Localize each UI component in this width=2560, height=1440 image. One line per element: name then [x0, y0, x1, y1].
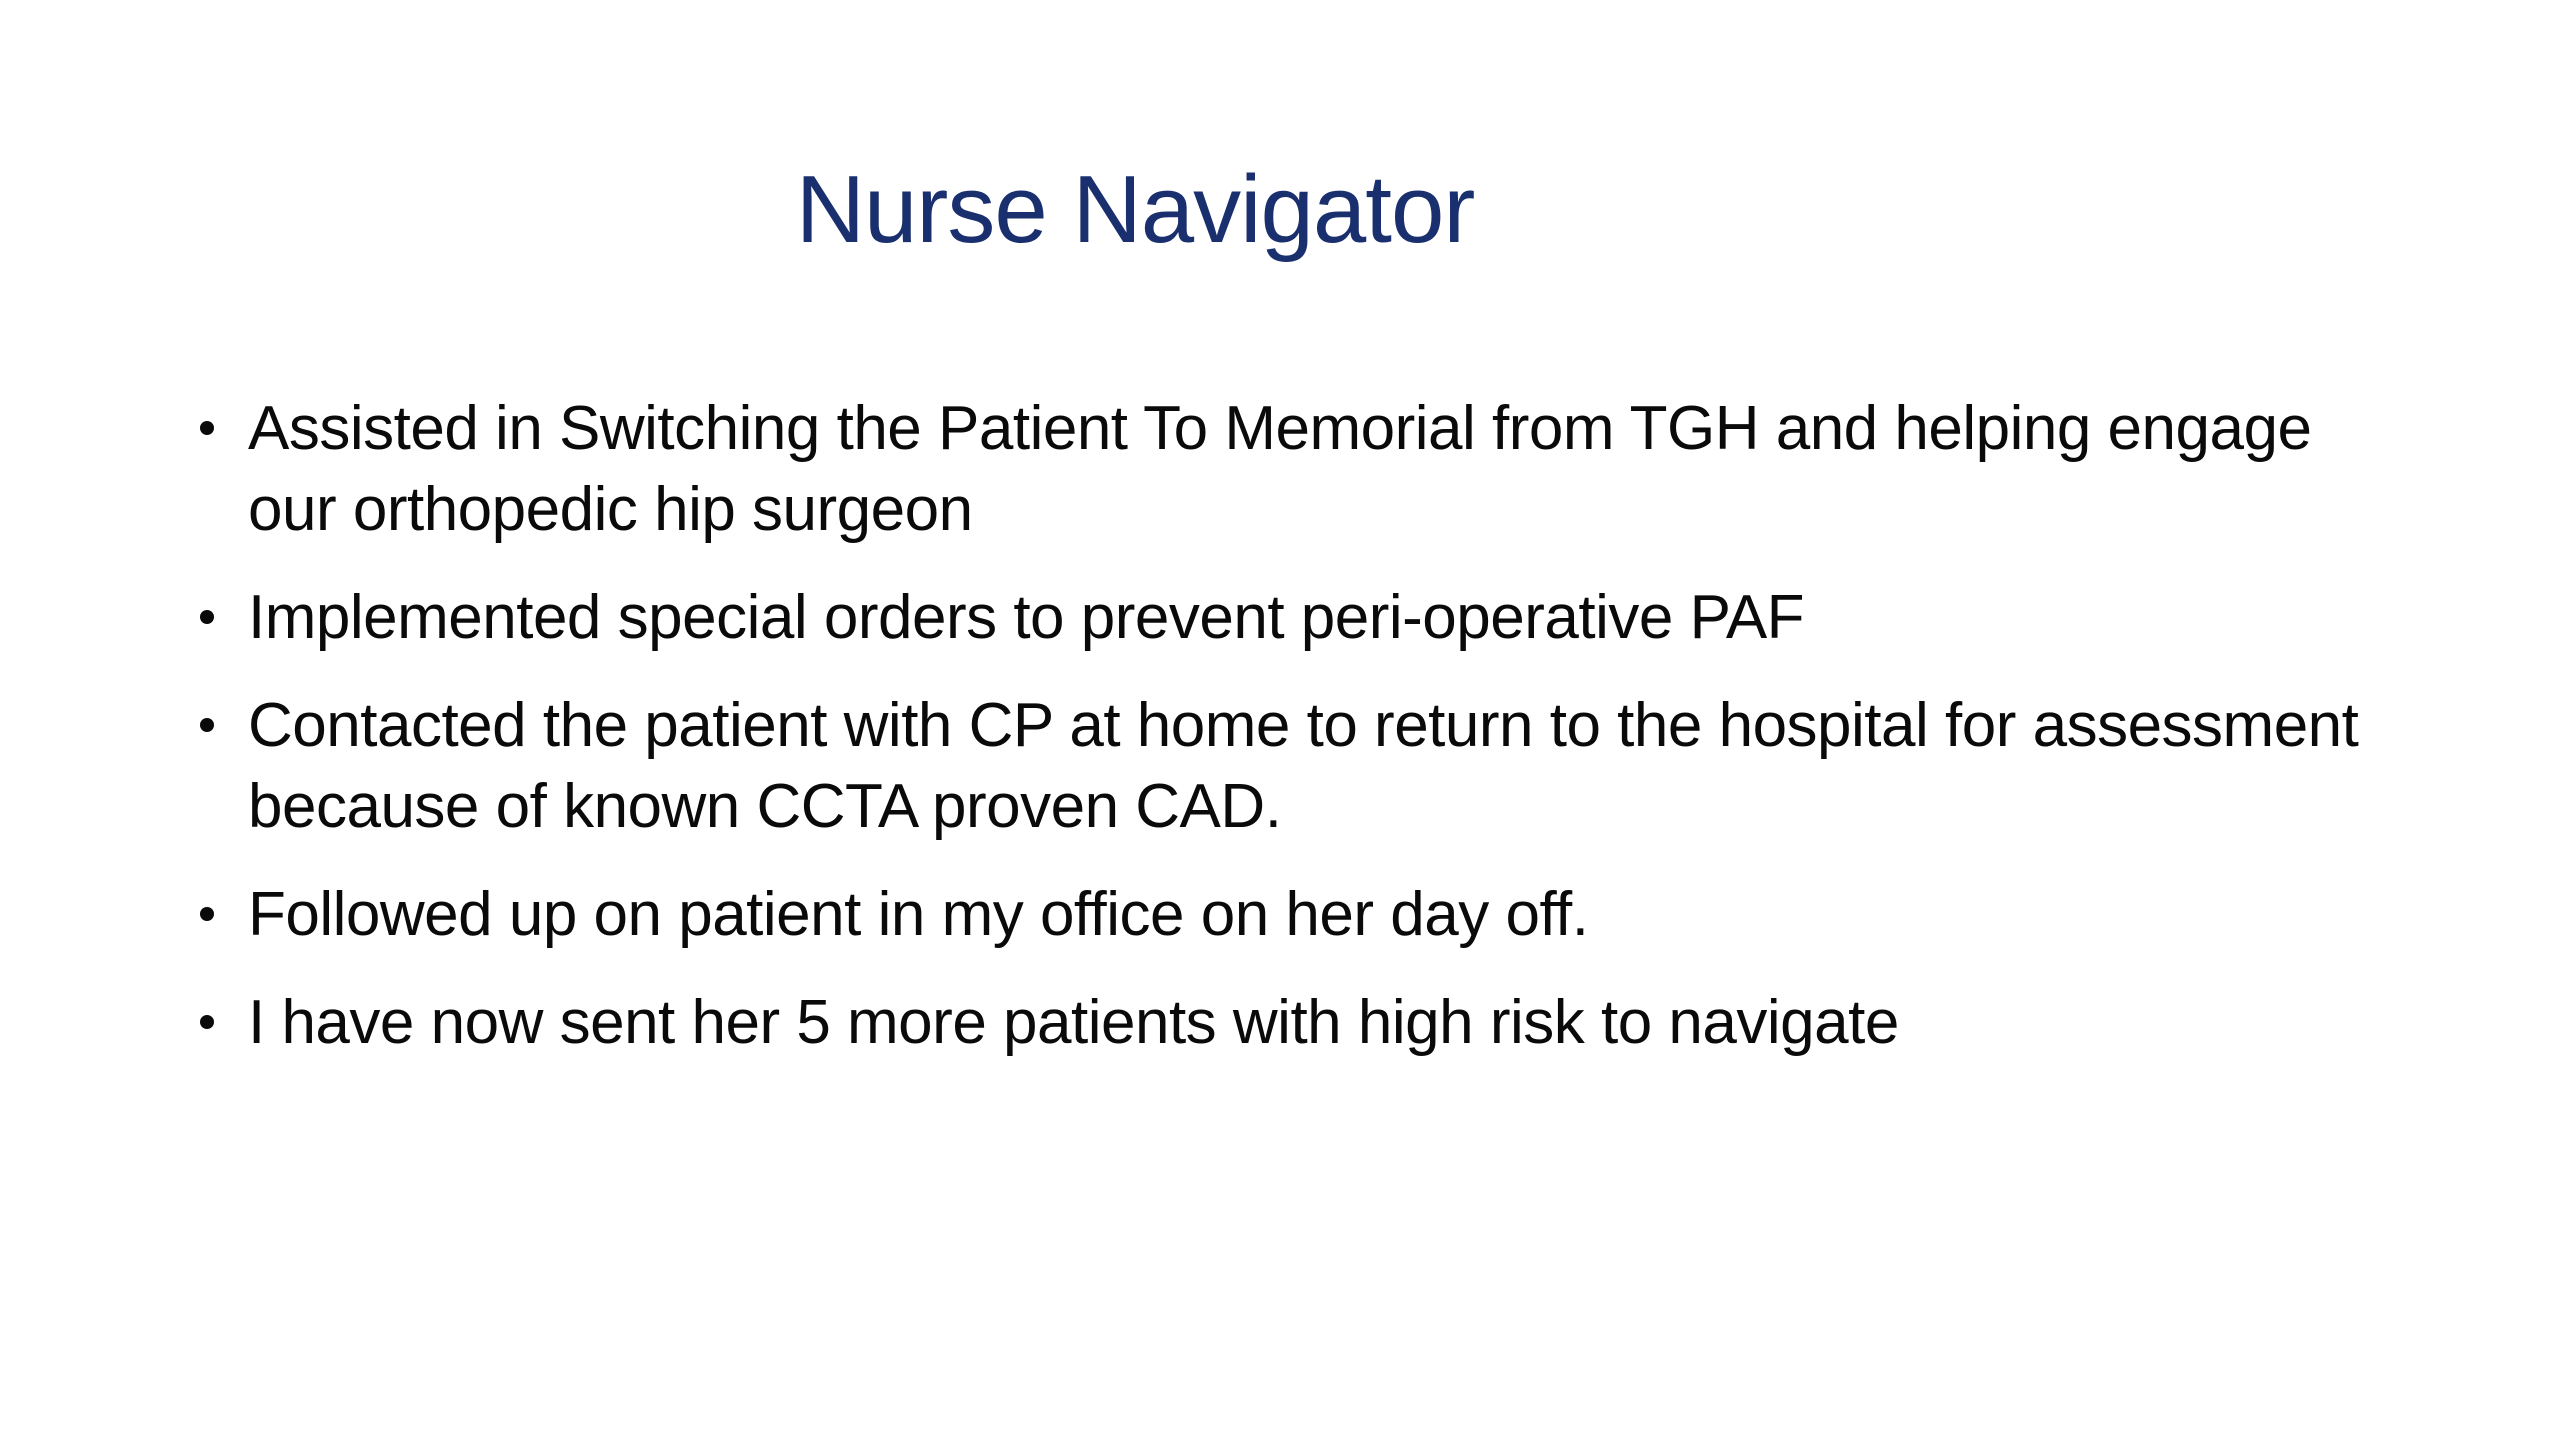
bullet-text: Assisted in Switching the Patient To Memorial from TGH and helping engage our orthopedic hip surgeon [248, 394, 2312, 544]
bullet-dot-icon [200, 421, 214, 435]
bullet-item [190, 982, 2370, 1063]
bullet-text: Implemented special orders to prevent peri-operative PAF [248, 583, 1805, 652]
bullet-text: Followed up on patient in my office on her day off. [248, 880, 1589, 949]
bullet-text: Contacted the patient with CP at home to return to the hospital for assessment because of known CCTA proven CAD. [248, 691, 2359, 841]
bullet-dot-icon [200, 610, 214, 624]
bullet-item [190, 577, 2370, 658]
bullet-item [190, 874, 2370, 955]
bullet-dot-icon [200, 718, 214, 732]
bullet-dot-icon [200, 1015, 214, 1029]
bullet-item [190, 388, 2370, 550]
bullet-list [190, 388, 2370, 1090]
slide-title: Nurse Navigator [795, 156, 1475, 263]
bullet-text: I have now sent her 5 more patients with high risk to navigate [248, 988, 1899, 1057]
bullet-dot-icon [200, 907, 214, 921]
bullet-item [190, 685, 2370, 847]
